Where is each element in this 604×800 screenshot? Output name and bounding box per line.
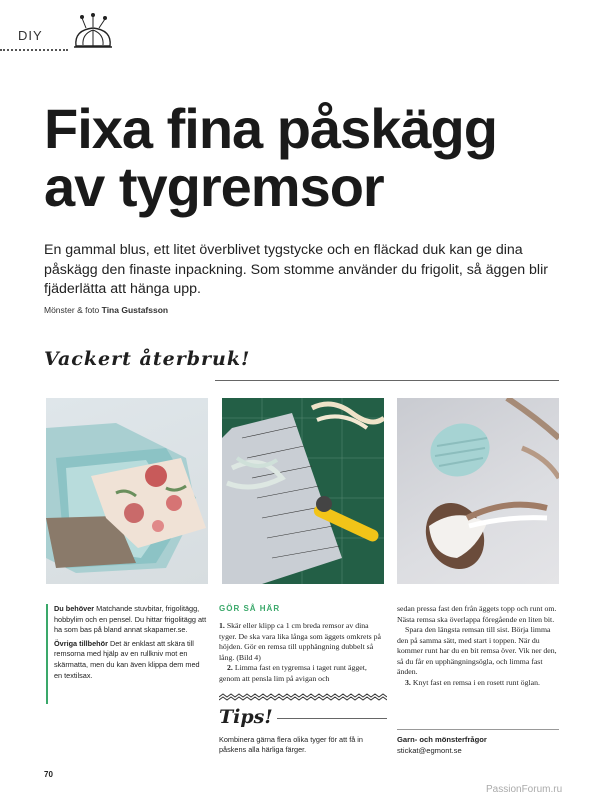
title-line-2: av tygremsor bbox=[44, 155, 384, 218]
materials-other-text: Det är enklast att skära till remsorna med hjälp av en rullkniv mot en skärmatta, men du kan även klippa dem med en textilsax. bbox=[54, 638, 200, 680]
pincushion-icon bbox=[68, 12, 118, 52]
materials-box bbox=[46, 604, 208, 704]
step-1-number: 1. bbox=[219, 621, 225, 630]
step-3-number: 3. bbox=[405, 677, 411, 687]
step-2-continued: sedan pressa fast den från äggets topp och runt om. Nästa remsa ska överlappa föregående en liten bit. bbox=[397, 604, 557, 624]
materials-other bbox=[54, 639, 208, 681]
credits-name: Tina Gustafsson bbox=[101, 305, 169, 315]
credits bbox=[44, 305, 168, 315]
instructions-column-2 bbox=[397, 604, 562, 688]
contact-rule bbox=[397, 729, 559, 730]
photo-cutting-mat bbox=[222, 398, 384, 584]
watermark: PassionForum.ru bbox=[486, 784, 563, 795]
page-number: 70 bbox=[44, 770, 53, 779]
page-title bbox=[44, 97, 584, 218]
contact-heading: Garn- och mönsterfrågor bbox=[397, 735, 487, 744]
photo-fabrics bbox=[46, 398, 208, 584]
step-1-text: Skär eller klipp ca 1 cm breda remsor av dina tyger. De ska vara lika långa som äggets omkrets på höjden. Gör en remsa till upphängning dubbelt så lång. (Bild 4) bbox=[219, 621, 381, 662]
tips-heading: Tips! bbox=[219, 706, 273, 728]
step-3 bbox=[397, 678, 562, 689]
materials-needed-text: Matchande stuvbitar, frigolitägg, hobbylim och en pensel. Du hittar frigolitägg att ha som bas på bland annat skapamer.se. bbox=[54, 604, 207, 635]
section-heading-rule bbox=[215, 380, 559, 381]
materials-needed-label: Du behöver bbox=[54, 604, 95, 613]
zigzag-divider bbox=[219, 693, 387, 701]
credits-label: Mönster & foto bbox=[44, 305, 100, 315]
lead-paragraph: En gammal blus, ett litet överblivet tygstycke och en fläckad duk kan ge dina påskägg den finaste inpackning. Som stomme använder du frigolit, så äggen blir fjäderlätta att hänga upp. bbox=[44, 242, 548, 297]
step-1 bbox=[219, 621, 387, 663]
section-tag: DIY bbox=[18, 28, 43, 43]
materials-needed bbox=[54, 604, 208, 636]
instructions-heading: GÖR SÅ HÄR bbox=[219, 604, 281, 613]
section-heading: Vackert återbruk! bbox=[44, 348, 251, 370]
section-tag-rule bbox=[0, 49, 68, 51]
step-2-final: Spara den längsta remsan till sist. Börja limma den på samma sätt, med start i toppen. När du kommer runt har du en bit remsa över. Vik ner den, så du får en upphängningsögla, och limma fast änden. bbox=[397, 625, 557, 676]
title-line-1: Fixa fina påskägg bbox=[44, 97, 497, 160]
instructions-column-1 bbox=[219, 604, 387, 684]
step-2-text: Limma fast en tygremsa i taget runt ägget, genom att pensla lim på avigan och bbox=[219, 663, 367, 683]
step-3-text: Knyt fast en remsa i en rosett runt öglan. bbox=[412, 677, 540, 687]
step-2 bbox=[219, 663, 387, 684]
tips-text: Kombinera gärna flera olika tyger för att få in påskens alla härliga färger. bbox=[219, 735, 363, 755]
materials-other-label: Övriga tillbehör bbox=[54, 638, 108, 648]
photo-eggs bbox=[397, 398, 559, 584]
tips-rule bbox=[277, 718, 387, 719]
contact-email[interactable]: stickat@egmont.se bbox=[397, 746, 462, 755]
step-2-number: 2. bbox=[227, 663, 233, 672]
